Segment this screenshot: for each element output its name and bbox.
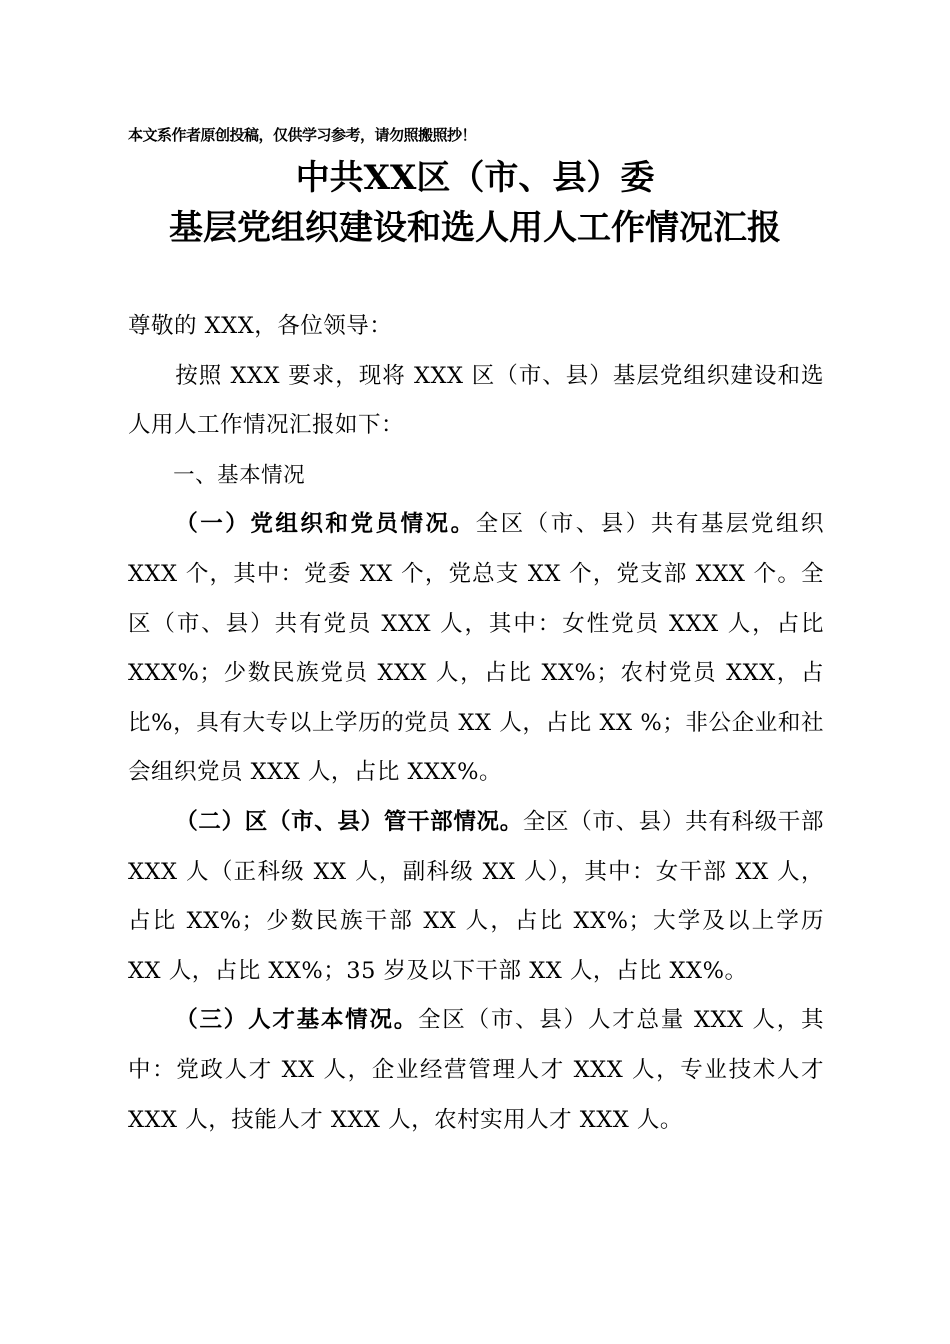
- paragraph-party-organizations: [128, 500, 824, 798]
- copyright-notice: 本文系作者原创投稿，仅供学习参考，请勿照搬照抄！: [128, 126, 477, 144]
- document-body: [128, 302, 824, 1145]
- subheading-cadres: （二）区（市、县）管干部情况。: [175, 808, 523, 835]
- subheading-party-organizations: （一）党组织和党员情况。: [175, 511, 476, 538]
- subheading-talent: （三）人才基本情况。: [175, 1007, 419, 1034]
- paragraph-talent-text: 全区（市、县）人才总量 XXX 人，其中：党政人才 XX 人，企业经营管理人才 XXX 人，专业技术人才 XXX 人，技能人才 XXX 人，农村实用人才 XXX 人。: [128, 1007, 824, 1133]
- intro-paragraph: 按照 XXX 要求，现将 XXX 区（市、县）基层党组织建设和选人用人工作情况汇报如下：: [128, 362, 824, 439]
- paragraph-talent: [128, 996, 824, 1145]
- section-heading-basic-situation: 一、基本情况: [173, 462, 306, 488]
- paragraph-cadres: [128, 798, 824, 996]
- paragraph-party-organizations-text: 全区（市、县）共有基层党组织 XXX 个，其中：党委 XX 个，党总支 XX 个，党支部 XXX 个。全区（市、县）共有党员 XXX 人，其中：女性党员 XXX 人，占比 XXX%；少数民族党员 XXX 人，占比 XX%；农村党员 XXX，占比%，具有大专以上学历的党员 XX 人，占比 XX %；非公企业和社会组织党员 XXX 人，占比 XXX%。: [128, 511, 824, 786]
- salutation: 尊敬的 XXX，各位领导：: [128, 313, 393, 339]
- document-title-line2: 基层党组织建设和选人用人工作情况汇报: [169, 208, 781, 248]
- paragraph-cadres-text: 全区（市、县）共有科级干部 XXX 人（正科级 XX 人，副科级 XX 人），其中：女干部 XX 人，占比 XX%；少数民族干部 XX 人，占比 XX%；大学及以上学历 XX 人，占比 XX%；35 岁及以下干部 XX 人，占比 XX%。: [128, 808, 824, 984]
- document-title-line1: 中共XX区（市、县）委: [295, 158, 655, 198]
